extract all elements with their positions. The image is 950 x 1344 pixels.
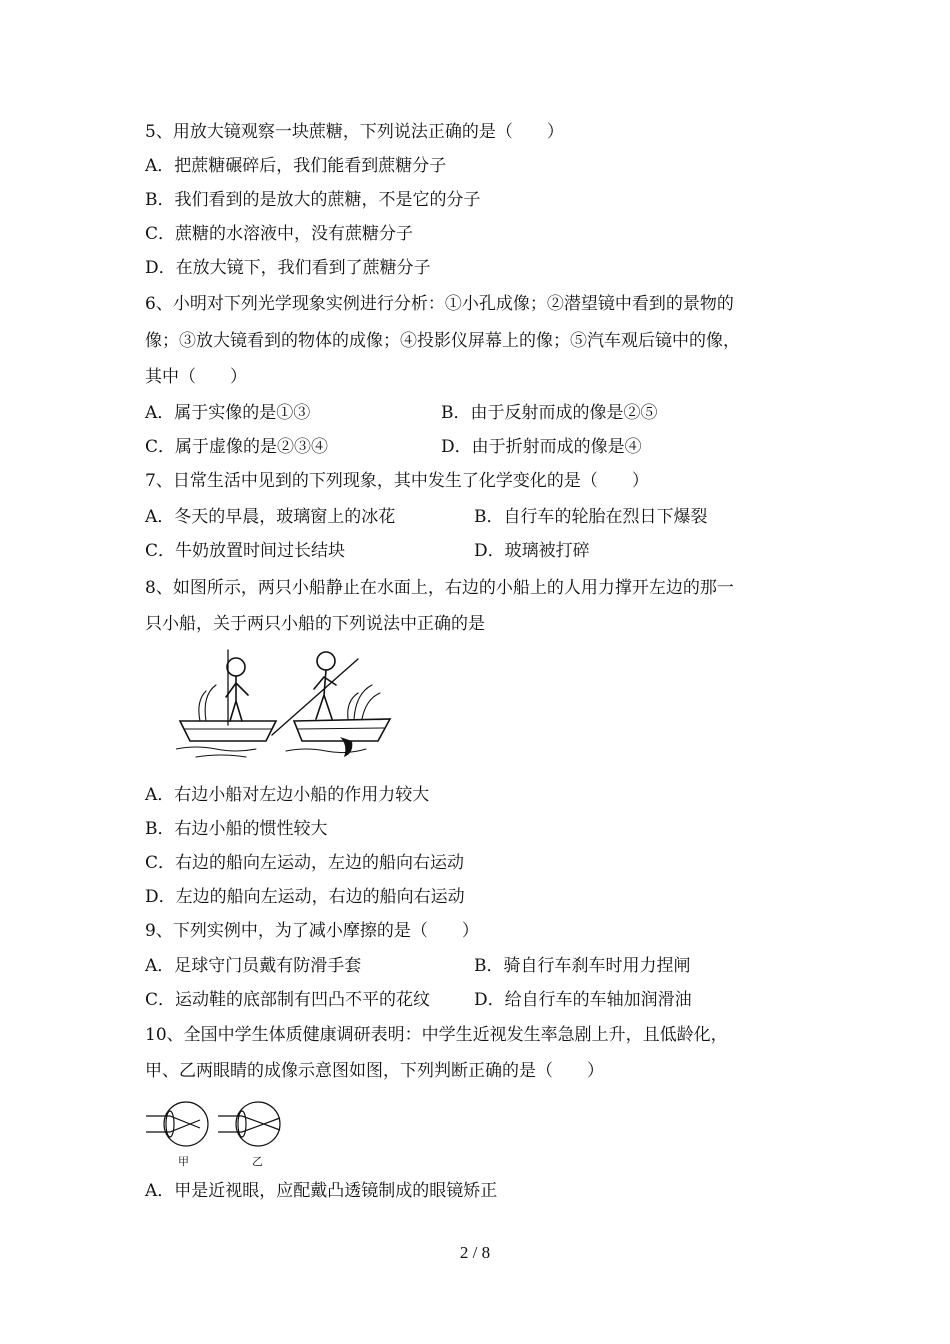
q7-stem: 7、日常生活中见到的下列现象，其中发生了化学变化的是（ ） (145, 471, 649, 491)
q8-option-c: C．右边的船向左运动，左边的船向右运动 (145, 853, 465, 873)
eye-jia-rays (146, 1116, 200, 1132)
eye-jia-lens (166, 1111, 174, 1137)
q5-stem: 5、用放大镜观察一块蔗糖，下列说法正确的是（ ） (145, 122, 564, 142)
pole (272, 659, 358, 735)
eye-label-yi: 乙 (252, 1155, 263, 1168)
q9-option-c: C．运动鞋的底部制有凹凸不平的花纹 (145, 990, 431, 1010)
q7-option-b: B．自行车的轮胎在烈日下爆裂 (474, 507, 708, 527)
page-number: 2 / 8 (459, 1243, 491, 1262)
eye-yi-lens (238, 1111, 246, 1137)
q8-option-d: D．左边的船向左运动，右边的船向右运动 (145, 887, 465, 907)
q7-option-d: D．玻璃被打碎 (474, 541, 590, 561)
q6-option-d: D．由于折射而成的像是④ (441, 437, 642, 457)
q6-option-a: A．属于实像的是①③ (145, 403, 311, 423)
eye-jia-eyeball (164, 1102, 208, 1146)
q6-stem-line-1: 6、小明对下列光学现象实例进行分析：①小孔成像；②潜望镜中看到的景物的 (145, 294, 734, 314)
q8-option-b: B．右边小船的惯性较大 (145, 819, 328, 839)
q6-stem-line-2: 像；③放大镜看到的物体的成像；④投影仪屏幕上的像；⑤汽车观后镜中的像， (145, 331, 740, 351)
two-boats-figure (176, 645, 394, 765)
q10-option-a: A．甲是近视眼，应配戴凸透镜制成的眼镜矫正 (145, 1181, 498, 1201)
right-person-head (317, 652, 335, 670)
q10-stem-line-2: 甲、乙两眼睛的成像示意图如图，下列判断正确的是（ ） (145, 1061, 604, 1081)
eye-yi-rays (218, 1116, 280, 1132)
q9-stem: 9、下列实例中，为了减小摩擦的是（ ） (145, 921, 479, 941)
q9-option-d: D．给自行车的车轴加润滑油 (474, 990, 692, 1010)
q8-stem-line-2: 只小船，关于两只小船的下列说法中正确的是 (145, 614, 485, 634)
eye-diagrams (146, 1098, 296, 1170)
q6-stem-line-3: 其中（ ） (145, 367, 247, 387)
left-person-body (226, 676, 248, 721)
q5-option-b: B．我们看到的是放大的蔗糖，不是它的分子 (145, 190, 481, 210)
eye-yi-eyeball (236, 1102, 280, 1146)
q9-option-b: B．骑自行车刹车时用力捏闸 (474, 956, 691, 976)
q9-option-a: A．足球守门员戴有防滑手套 (145, 956, 362, 976)
eye-diagrams-svg (146, 1098, 296, 1170)
q6-option-c: C．属于虚像的是②③④ (145, 437, 329, 457)
eye-label-jia: 甲 (178, 1155, 189, 1168)
q5-option-d: D．在放大镜下，我们看到了蔗糖分子 (145, 258, 431, 278)
q6-option-b: B．由于反射而成的像是②⑤ (441, 403, 658, 423)
q8-option-a: A．右边小船对左边小船的作用力较大 (145, 785, 430, 805)
q7-option-a: A．冬天的早晨，玻璃窗上的冰花 (145, 507, 396, 527)
q7-option-c: C．牛奶放置时间过长结块 (145, 541, 346, 561)
q5-option-c: C．蔗糖的水溶液中，没有蔗糖分子 (145, 224, 414, 244)
q10-stem-line-1: 10、全国中学生体质健康调研表明：中学生近视发生率急剧上升，且低龄化， (145, 1025, 728, 1045)
q5-option-a: A．把蔗糖碾碎后，我们能看到蔗糖分子 (145, 156, 447, 176)
q8-stem-line-1: 8、如图所示，两只小船静止在水面上，右边的小船上的人用力撑开左边的那一 (145, 578, 734, 598)
left-person-head (227, 658, 245, 676)
